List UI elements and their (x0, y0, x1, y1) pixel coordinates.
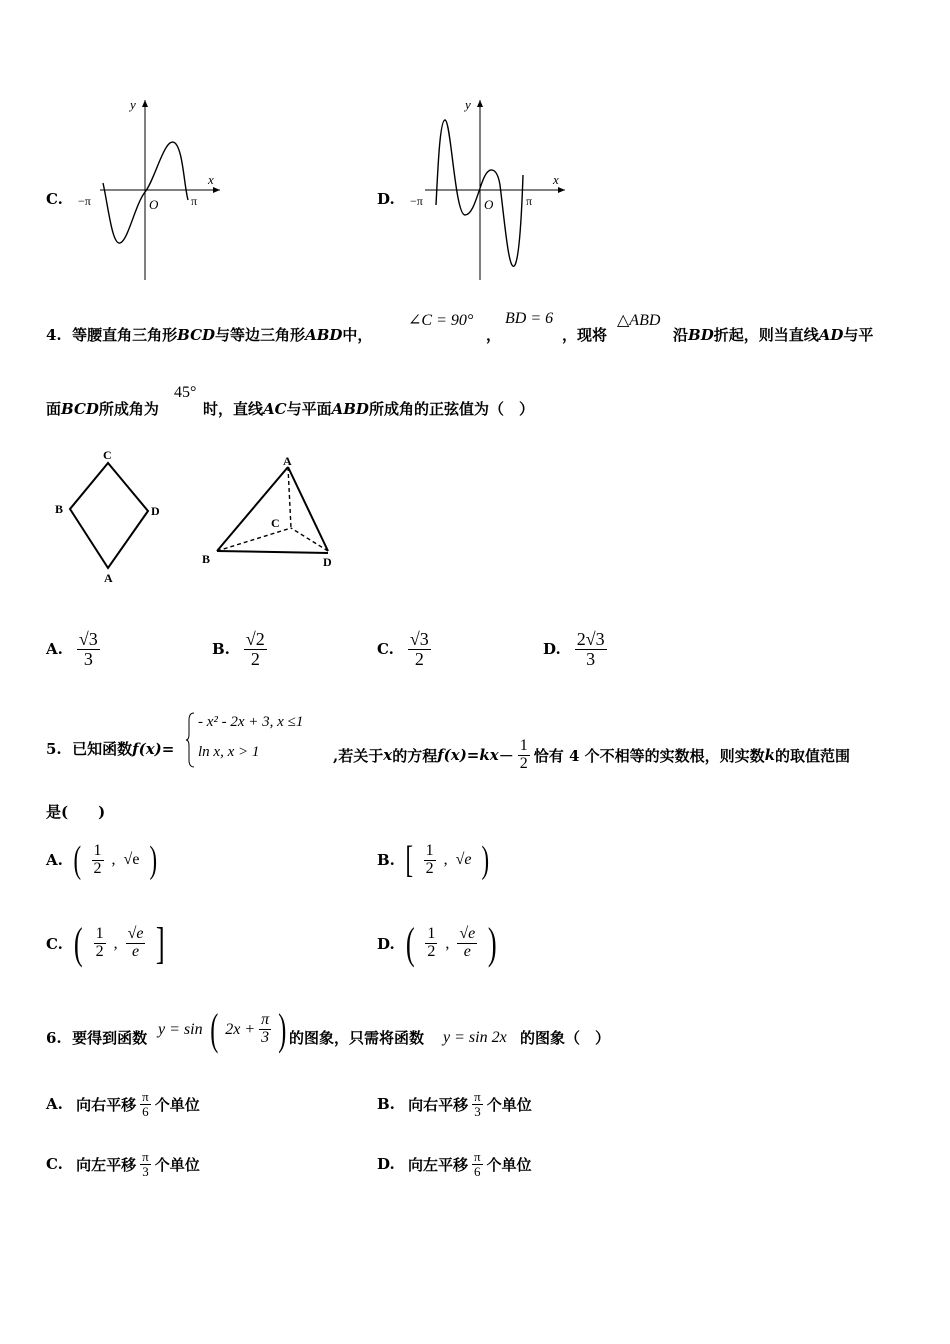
q4-bd-eq: BD = 6 (505, 310, 554, 327)
fig2-d: D (323, 555, 332, 569)
q4-option-c[interactable]: C. $\frac{√3}{2}$ (377, 629, 429, 669)
graph-d-o: O (484, 197, 494, 212)
graph-c-o: O (149, 197, 159, 212)
q4-tri-abd: △ABD (617, 312, 661, 329)
graph-c-label: C. (46, 190, 63, 208)
q6-func1: y = sin ( 2x + $\frac{\pi}{3}$ ) (158, 1005, 287, 1054)
q5-option-a[interactable]: A. ( $\frac{1}{2}$ , √e ) (46, 839, 158, 881)
q6-option-d[interactable]: D. 向左平移 $\frac{\pi}{6}$ 个单位 (377, 1149, 532, 1179)
q5-option-b[interactable]: B. [ $\frac{1}{2}$ , √e ) (377, 839, 490, 881)
q6-text3: 的图象（ ） (520, 1029, 611, 1047)
fig1-b: B (55, 502, 64, 516)
graph-c-y: y (130, 97, 136, 112)
q5-option-d[interactable]: D. ( $\frac{1}{2}$ , $\frac{√e}{e}$ ) (377, 919, 497, 968)
graph-d-y: y (465, 97, 471, 112)
fig1-c: C (103, 448, 112, 462)
q5-rest: ,若关于 x 的方程 f(x) = kx － $\frac{1}{2}$ 恰有 4 个不相等的实数根，则实数 k 的取值范围 (333, 737, 851, 772)
fig1-d: D (151, 504, 160, 518)
graph-d-pi: π (526, 194, 533, 208)
q6-text2: 的图象，只需将函数 (289, 1029, 425, 1047)
fig2-c: C (271, 516, 280, 530)
q4-line1-end: 沿BD折起，则当直线AD与平 (673, 326, 874, 344)
graph-d-negpi: −π (410, 194, 423, 208)
q6-option-c[interactable]: C. 向左平移 $\frac{\pi}{3}$ 个单位 (46, 1149, 200, 1179)
q4-line2a: 面BCD所成角为 (46, 400, 159, 418)
q5-lead: 5. 已知函数f(x)= (46, 740, 175, 758)
graph-d-label: D. (377, 190, 395, 208)
graph-c-pi: π (191, 194, 198, 208)
q4-text4: ，现将 (562, 326, 608, 344)
graph-c-negpi: −π (78, 194, 91, 208)
q5-line2: 是( ) (46, 803, 106, 821)
graph-d (405, 95, 575, 285)
fig1-a: A (104, 571, 113, 585)
q4-option-d[interactable]: D. $\frac{2√3}{3}$ (543, 629, 605, 669)
graph-c-x: x (208, 172, 214, 187)
q6-option-b[interactable]: B. 向右平移 $\frac{\pi}{3}$ 个单位 (377, 1089, 532, 1119)
q6-lead: 6. 要得到函数 (46, 1029, 148, 1047)
q5-piecewise (186, 712, 332, 768)
q4-option-a[interactable]: A. $\frac{√3}{3}$ (46, 629, 98, 669)
q4-angle: ∠C = 90° (408, 312, 474, 329)
q5-case1: - x² - 2x + 3, x ≤1 (198, 714, 304, 730)
q5-option-c[interactable]: C. ( $\frac{1}{2}$ , $\frac{√e}{e}$ ] (46, 919, 166, 968)
q4-figure-tetra (195, 450, 355, 575)
fig2-b: B (202, 552, 211, 566)
q4-line2b: 时，直线AC与平面ABD所成角的正弦值为（ ） (203, 400, 534, 418)
q4-option-b[interactable]: B. $\frac{√2}{2}$ (212, 629, 265, 669)
q5-case2: ln x, x > 1 (198, 744, 260, 760)
q4-figure-square (50, 443, 170, 588)
q6-func2: y = sin 2x (443, 1029, 507, 1046)
graph-d-x: x (553, 172, 559, 187)
q4-line1: 4. 等腰直角三角形BCD与等边三角形ABD中， (46, 326, 373, 344)
fig2-a: A (283, 454, 292, 468)
q4-deg45: 45° (174, 384, 197, 401)
graph-c (70, 95, 240, 285)
q6-option-a[interactable]: A. 向右平移 $\frac{\pi}{6}$ 个单位 (46, 1089, 200, 1119)
q4-comma: ， (486, 326, 502, 344)
